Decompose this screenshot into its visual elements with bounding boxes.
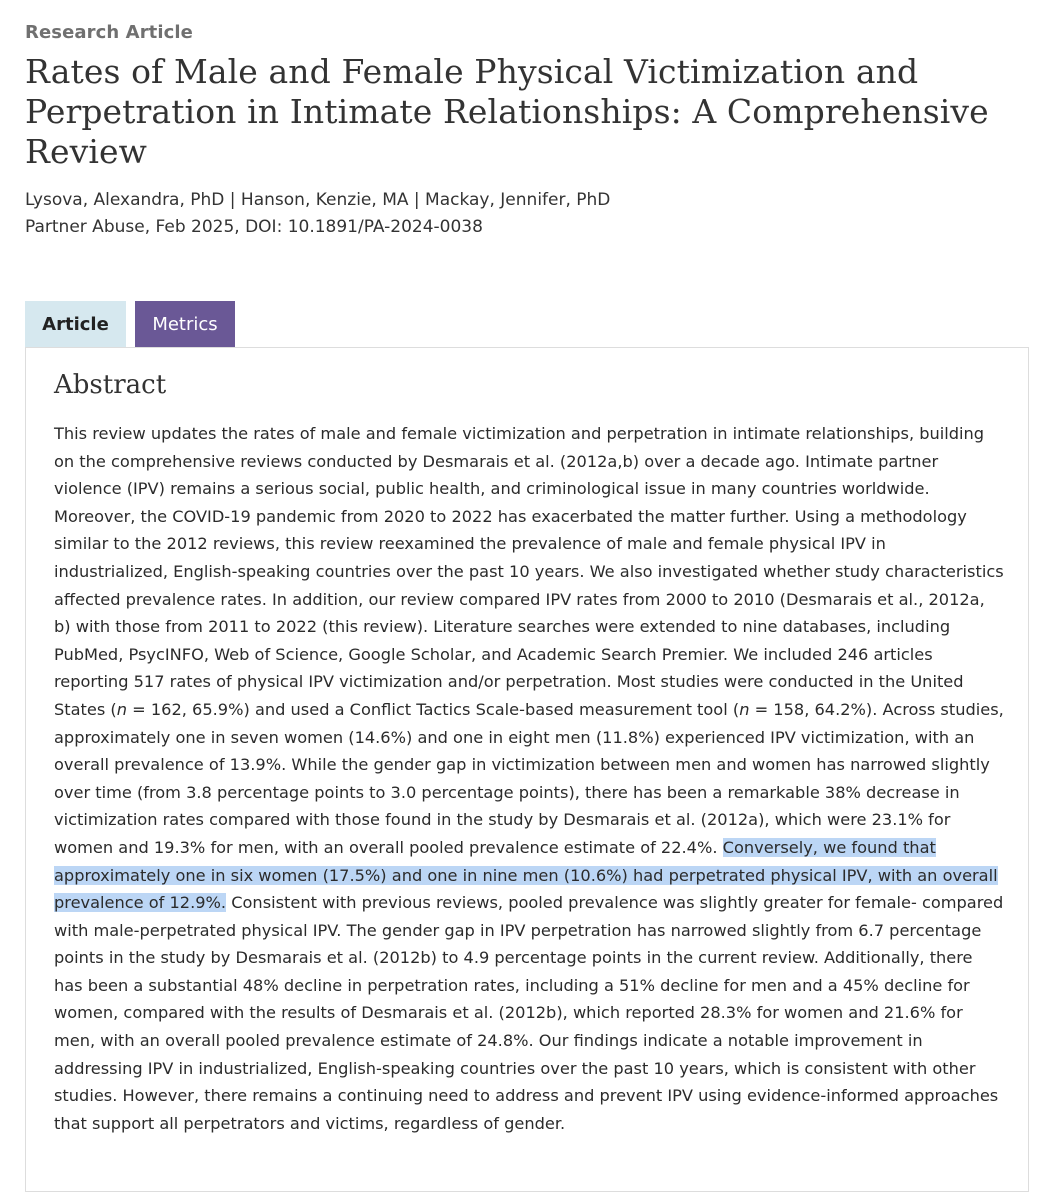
- article-type-label: Research Article: [25, 22, 193, 43]
- tab-article[interactable]: Article: [25, 301, 126, 348]
- abstract-text-part-1: This review updates the rates of male and female victimization and perpetration in intimate relationships, building on the comprehensive reviews conducted by Desmarais et al. (2012a,b) over a decade ago. Intimate partner violence (IPV) remains a serious social, public health, and criminological issue in many countries worldwide. Moreover, the COVID-19 pandemic from 2020 to 2022 has exacerbated the matter further. Using a methodology similar to the 2012 reviews, this review reexamined the prevalence of male and female physical IPV in industrialized, English-speaking countries over the past 10 years. We also investigated whether study characteristics affected prevalence rates. In addition, our review compared IPV rates from 2000 to 2010 (Desmarais et al., 2012a, b) with those from 2011 to 2022 (this review). Literature searches were extended to nine databases, including PubMed, PsycINFO, Web of Science, Google Scholar, and Academic Search Premier. We included 246 articles reporting 517 rates of physical IPV victimization and/or perpetration. Most studies were conducted in the United States (: [54, 424, 1004, 719]
- author-list: Lysova, Alexandra, PhD | Hanson, Kenzie, MA | Mackay, Jennifer, PhD: [25, 190, 611, 210]
- abstract-text-part-3: = 158, 64.2%). Across studies, approximately one in seven women (14.6%) and one in eight men (11.8%) experienced IPV victimization, with an overall prevalence of 13.9%. While the gender gap in victimization between men and women has narrowed slightly over time (from 3.8 percentage points to 3.0 percentage points), there has been a remarkable 38% decrease in victimization rates compared with those found in the study by Desmarais et al. (2012a), which were 23.1% for women and 19.3% for men, with an overall pooled prevalence estimate of 22.4%.: [54, 699, 1004, 857]
- abstract-text-part-2: = 162, 65.9%) and used a Conflict Tactics Scale-based measurement tool (: [127, 699, 740, 719]
- page-title: Rates of Male and Female Physical Victimization and Perpetration in Intimate Relationships: A Comprehensive Review: [25, 52, 989, 171]
- article-panel: [25, 347, 1029, 1192]
- citation-line: Partner Abuse, Feb 2025, DOI: 10.1891/PA-2024-0038: [25, 217, 483, 237]
- abstract-heading: Abstract: [54, 370, 167, 400]
- sample-size-symbol: n: [116, 699, 128, 719]
- highlighted-selection[interactable]: Conversely, we found that approximately one in six women (17.5%) and one in nine men (10.6%) had perpetrated physical IPV, with an overall prevalence of 12.9%.: [54, 837, 998, 913]
- article-tabs: [25, 301, 235, 348]
- abstract-text-part-4: Consistent with previous reviews, pooled prevalence was slightly greater for female- compared with male-perpetrated physical IPV. The gender gap in IPV perpetration has narrowed slightly from 6.7 percentage points in the study by Desmarais et al. (2012b) to 4.9 percentage points in the current review. Additionally, there has been a substantial 48% decline in perpetration rates, including a 51% decline for men and a 45% decline for women, compared with the results of Desmarais et al. (2012b), which reported 28.3% for women and 21.6% for men, with an overall pooled prevalence estimate of 24.8%. Our findings indicate a notable improvement in addressing IPV in industrialized, English-speaking countries over the past 10 years, which is consistent with other studies. However, there remains a continuing need to address and prevent IPV using evidence-informed approaches that support all perpetrators and victims, regardless of gender.: [54, 893, 1004, 1133]
- tab-metrics[interactable]: Metrics: [135, 301, 235, 348]
- abstract-text: [54, 420, 1004, 1137]
- sample-size-symbol: n: [739, 699, 750, 719]
